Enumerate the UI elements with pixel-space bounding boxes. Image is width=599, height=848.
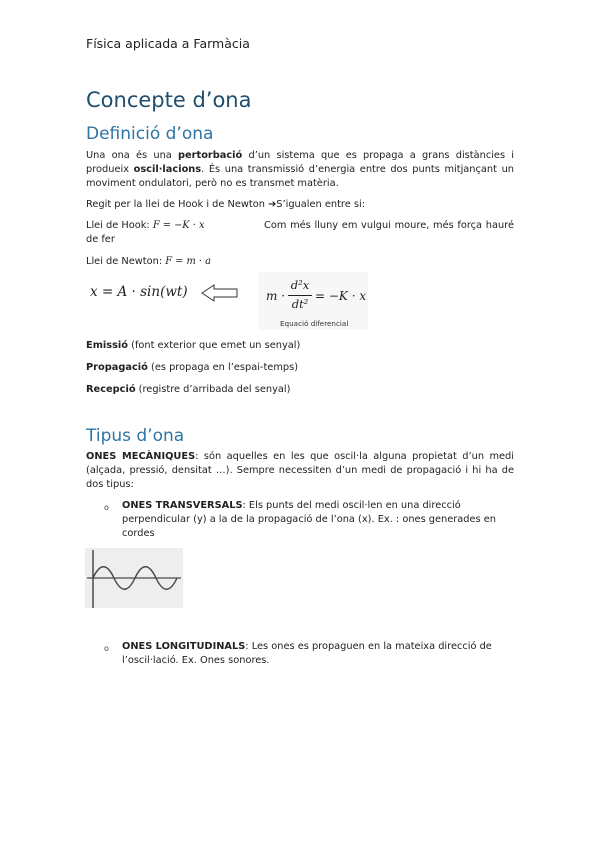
page-header: Física aplicada a Farmàcia xyxy=(86,36,250,51)
term-recepcio xyxy=(86,383,514,397)
hook-law-label: Llei de Hook: xyxy=(86,220,153,231)
term-emissio xyxy=(86,339,514,353)
diffeq-caption: Equació diferencial xyxy=(280,319,349,328)
text-run: : són aquelles en les que oscil·la alguna propietat d’un medi (alçada, pressió, densitat …). Sempre necessiten d’un medi de propagació i hi ha de dos tipus: xyxy=(86,451,514,491)
newton-law-formula: F = m · a xyxy=(165,256,211,267)
diffeq-m: m · xyxy=(266,289,286,303)
diffeq-rhs: = −K · x xyxy=(315,289,367,303)
hook-law-note-start xyxy=(86,219,514,247)
mechanical-waves-paragraph xyxy=(86,450,514,493)
text-run: d’un sistema que es propaga a grans distàncies i produeix xyxy=(86,150,514,176)
left-arrow-icon xyxy=(200,283,240,303)
arrow-icon: ➔ xyxy=(268,199,277,210)
list-item-longitudinal xyxy=(122,640,514,668)
hook-law-note: Com més lluny em vulgui moure, més força hauré de fer xyxy=(86,220,514,246)
differential-equation-box xyxy=(258,272,368,330)
term-rest: (es propaga en l’espai-temps) xyxy=(147,362,299,373)
bold-term: ONES LONGITUDINALS xyxy=(122,641,246,652)
term-rest: (registre d’arribada del senyal) xyxy=(135,384,291,395)
text-run: S’igualen entre si: xyxy=(276,199,365,210)
text-run: : Les ones es propaguen en la mateixa direcció de l’oscil·lació. Ex. Ones sonores. xyxy=(122,641,492,667)
diffeq-numerator: d²x xyxy=(290,278,310,292)
sine-equation: x = A · sin(wt) xyxy=(90,284,188,300)
newton-law-row xyxy=(86,255,514,269)
bullet-longitudinal: o xyxy=(104,644,109,653)
text-run: . És una transmissió d’energia entre dos punts mitjançant un moviment ondulatori, però no es transmet matèria. xyxy=(86,164,514,190)
diffeq-denominator: dt² xyxy=(291,297,309,311)
hook-law-formula: F = −K · x xyxy=(152,220,205,231)
term-bold: Emissió xyxy=(86,340,129,351)
term-propagacio xyxy=(86,361,514,375)
section-heading-definicio: Definició d’ona xyxy=(86,124,214,144)
laws-paragraph xyxy=(86,198,514,212)
bold-term: ONES MECÀNIQUES xyxy=(86,451,196,462)
term-bold: Propagació xyxy=(86,362,148,373)
text-run: : Els punts del medi oscil·len en una direcció perpendicular (y) a la de la propagació de l’ona (x). Ex. : ones generades en cordes xyxy=(122,500,497,540)
term-bold: Recepció xyxy=(86,384,136,395)
list-item-transversal xyxy=(122,499,514,542)
transverse-wave-figure xyxy=(85,548,183,608)
fraction-bar xyxy=(288,295,312,296)
section-heading-tipus: Tipus d’ona xyxy=(86,426,185,446)
term-rest: (font exterior que emet un senyal) xyxy=(128,340,301,351)
text-run: Una ona és una xyxy=(86,150,179,161)
bold-term: pertorbació xyxy=(178,150,243,161)
text-run: Regit per la llei de Hook i de Newton xyxy=(86,199,269,210)
bold-term: ONES TRANSVERSALS xyxy=(122,500,243,511)
bold-term: oscil·lacions xyxy=(133,164,202,176)
page-title: Concepte d’ona xyxy=(86,88,252,112)
newton-law-label: Llei de Newton: xyxy=(86,256,166,267)
definition-paragraph xyxy=(86,149,514,192)
bullet-transversal: o xyxy=(104,503,109,512)
